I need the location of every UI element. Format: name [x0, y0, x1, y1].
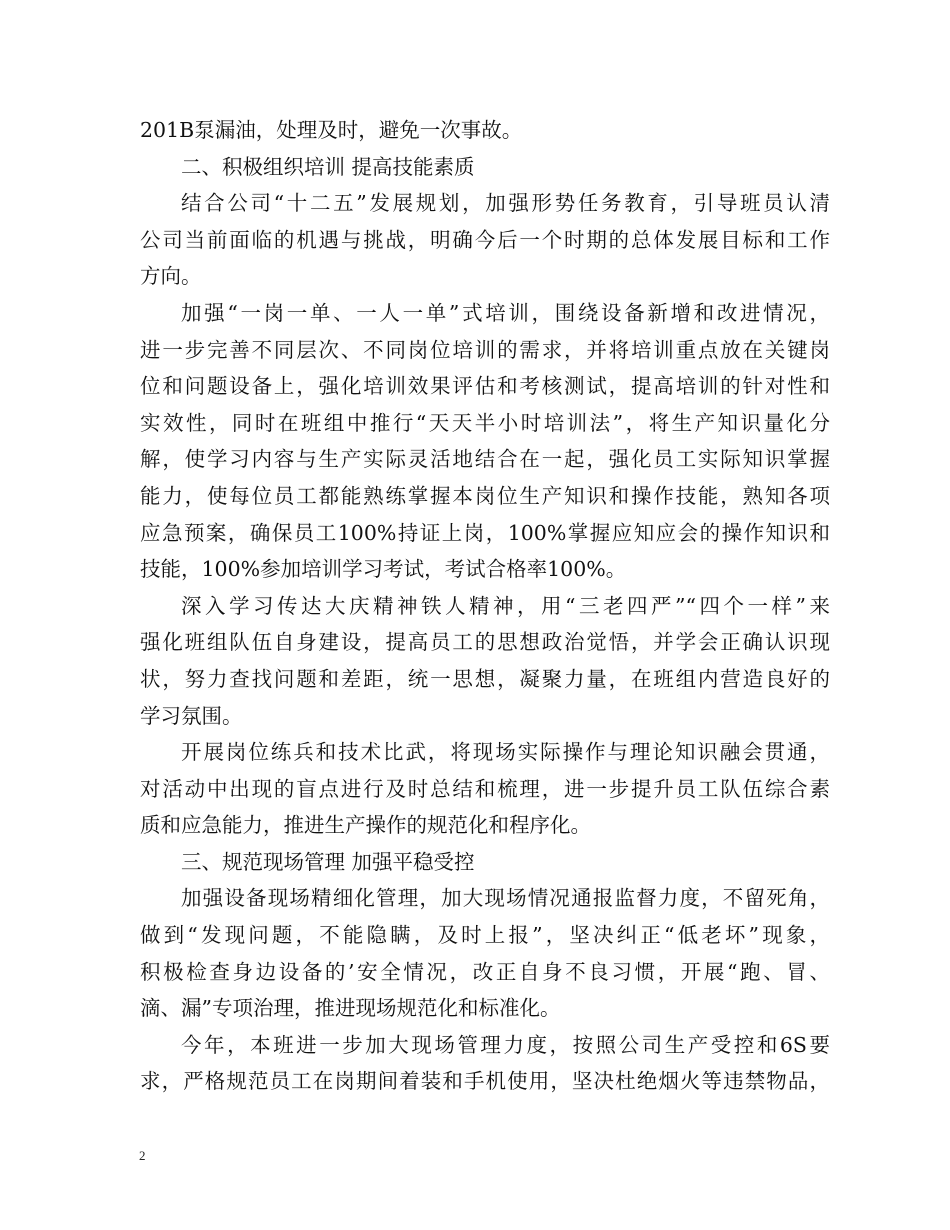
text-line: 学习氛围。	[140, 703, 243, 728]
text-line: 求，严格规范员工在岗期间着装和手机使用，坚决杜绝烟火等违禁物品，	[140, 1069, 830, 1094]
text-line: 结合公司“十二五”发展规划，加强形势任务教育，引导班员认清	[181, 191, 830, 216]
text-line: 今年，本班进一步加大现场管理力度，按照公司生产受控和6S要	[181, 1032, 830, 1057]
text-line: 深入学习传达大庆精神铁人精神，用“三老四严”“四个一样”来	[181, 593, 830, 618]
text-line: 二、积极组织培训 提高技能素质	[181, 154, 475, 179]
text-line: 加强“一岗一单、一人一单”式培训，围绕设备新增和改进情况，	[181, 300, 830, 325]
text-line: 对活动中出现的盲点进行及时总结和梳理，进一步提升员工队伍综合素	[140, 776, 830, 801]
text-line: 应急预案，确保员工100%持证上岗，100%掌握应知应会的操作知识和	[140, 520, 830, 545]
document-body	[140, 112, 830, 1100]
text-line: 状，努力查找问题和差距，统一思想，凝聚力量，在班组内营造良好的	[140, 666, 830, 691]
page-number: 2	[139, 1148, 146, 1163]
text-line: 进一步完善不同层次、不同岗位培训的需求，并将培训重点放在关键岗	[140, 337, 830, 362]
text-line: 能力，使每位员工都能熟练掌握本岗位生产知识和操作技能，熟知各项	[140, 483, 830, 508]
text-line: 技能，100%参加培训学习考试，考试合格率100%。	[140, 557, 627, 582]
text-line: 开展岗位练兵和技术比武，将现场实际操作与理论知识融会贯通，	[181, 740, 830, 765]
text-line: 公司当前面临的机遇与挑战，明确今后一个时期的总体发展目标和工作	[140, 227, 830, 252]
text-line: 积极检查身边设备的’安全情况，改正自身不良习惯，开展“跑、冒、	[140, 959, 830, 984]
text-line: 位和问题设备上，强化培训效果评估和考核测试，提高培训的针对性和	[140, 374, 830, 399]
text-line: 实效性，同时在班组中推行“天天半小时培训法”，将生产知识量化分	[140, 410, 830, 435]
text-line: 做到“发现问题，不能隐瞒，及时上报”，坚决纠正“低老坏”现象，	[140, 923, 830, 948]
text-line: 方向。	[140, 264, 202, 289]
text-line: 强化班组队伍自身建设，提高员工的思想政治觉悟，并学会正确认识现	[140, 630, 830, 655]
text-line: 三、规范现场管理 加强平稳受控	[181, 849, 475, 874]
text-line: 201B泵漏油，处理及时，避免一次事故。	[140, 118, 523, 142]
text-line: 滴、漏”专项治理，推进现场规范化和标准化。	[140, 996, 561, 1021]
text-line: 加强设备现场精细化管理，加大现场情况通报监督力度，不留死角，	[181, 886, 830, 911]
text-line: 解，使学习内容与生产实际灵活地结合在一起，强化员工实际知识掌握	[140, 447, 830, 472]
text-line: 质和应急能力，推进生产操作的规范化和程序化。	[140, 813, 591, 838]
